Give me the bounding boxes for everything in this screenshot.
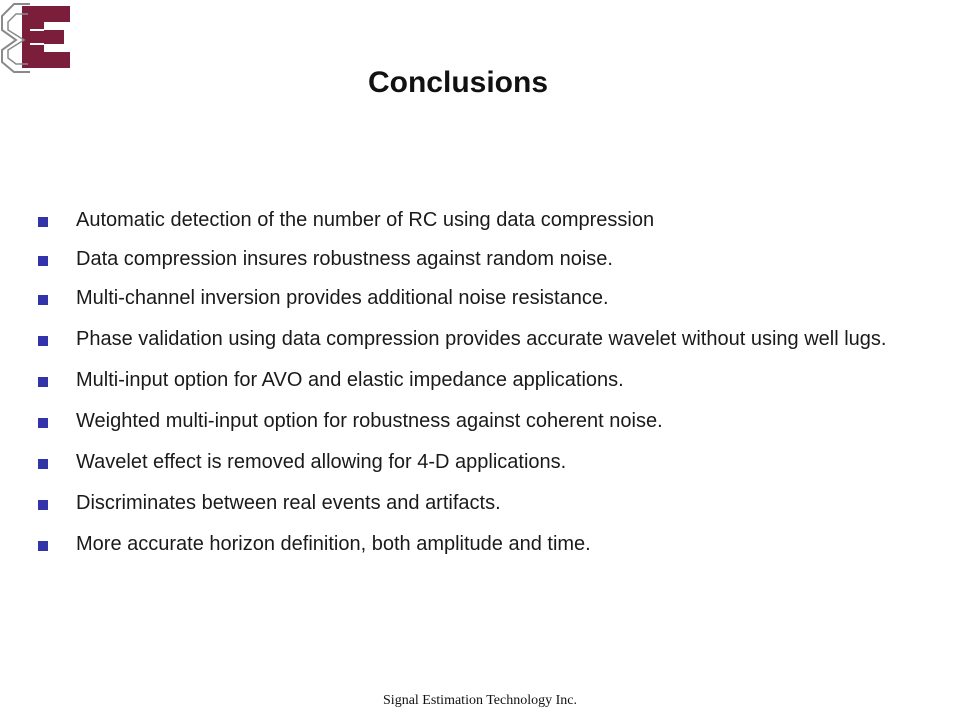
square-bullet-icon <box>38 377 48 387</box>
bullet-text: Phase validation using data compression provides accurate wavelet without using well lugs. <box>76 328 887 350</box>
bullet-text: Wavelet effect is removed allowing for 4-D applications. <box>76 451 567 473</box>
bullet-text: Data compression insures robustness against random noise. <box>76 248 613 270</box>
square-bullet-icon <box>38 459 48 469</box>
square-bullet-icon <box>38 418 48 428</box>
square-bullet-icon <box>38 500 48 510</box>
square-bullet-icon <box>38 295 48 305</box>
list-item <box>38 284 908 313</box>
list-item <box>38 407 908 436</box>
bullet-list <box>38 206 908 571</box>
bullet-text: Multi-input option for AVO and elastic impedance applications. <box>76 369 624 391</box>
square-bullet-icon <box>38 541 48 551</box>
bullet-text: Automatic detection of the number of RC using data compression <box>76 209 655 231</box>
list-item <box>38 325 908 354</box>
bullet-text: Weighted multi-input option for robustness against coherent noise. <box>76 410 663 432</box>
list-item <box>38 489 908 518</box>
square-bullet-icon <box>38 256 48 266</box>
square-bullet-icon <box>38 336 48 346</box>
list-item <box>38 206 908 235</box>
bullet-text: More accurate horizon definition, both amplitude and time. <box>76 533 591 555</box>
list-item <box>38 448 908 477</box>
bullet-text: Multi-channel inversion provides additional noise resistance. <box>76 287 609 309</box>
list-item <box>38 245 908 274</box>
square-bullet-icon <box>38 217 48 227</box>
bullet-text: Discriminates between real events and artifacts. <box>76 492 501 514</box>
list-item <box>38 366 908 395</box>
list-item <box>38 530 908 559</box>
footer-company-name: Signal Estimation Technology Inc. <box>383 693 577 708</box>
slide-title: Conclusions <box>367 66 548 99</box>
